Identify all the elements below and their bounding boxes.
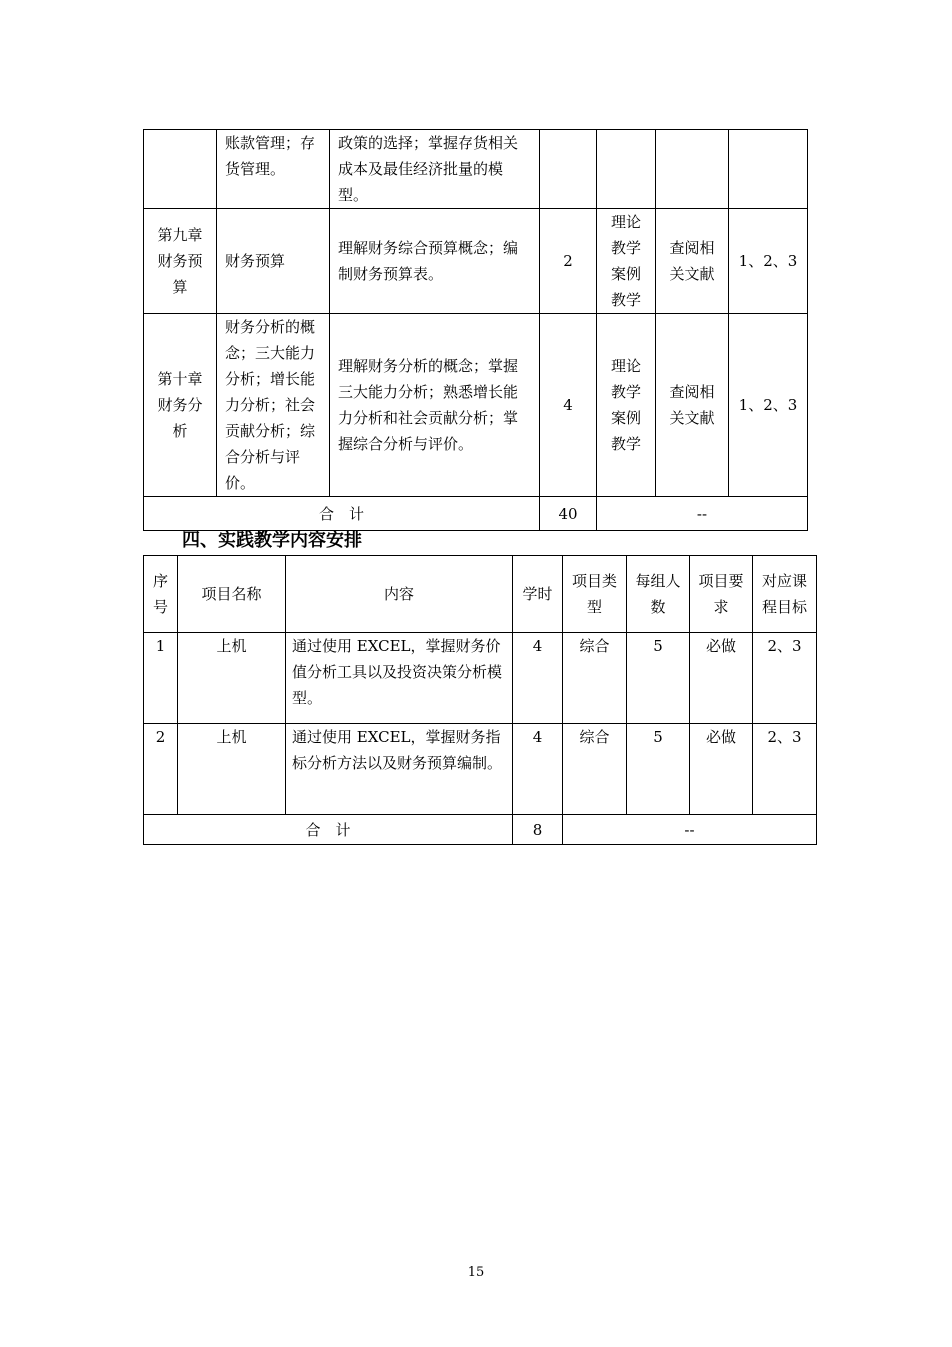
- homework-cell: 查阅相关文献: [656, 314, 729, 497]
- req-cell: 必做: [690, 724, 753, 815]
- table-row: [144, 314, 808, 497]
- no-cell: 1: [144, 633, 178, 724]
- group-cell: 5: [627, 633, 690, 724]
- header-req: 项目要求: [690, 556, 753, 633]
- hours-cell: 2: [540, 209, 597, 314]
- method-cell: 理论教学案例教学: [597, 314, 656, 497]
- table-row: [144, 130, 808, 209]
- hours-cell: 4: [540, 314, 597, 497]
- homework-cell: [656, 130, 729, 209]
- section-title: 四、实践教学内容安排: [182, 530, 362, 551]
- content-cell: 通过使用 EXCEL，掌握财务价值分析工具以及投资决策分析模型。: [286, 633, 513, 724]
- target-cell: [729, 130, 808, 209]
- chapter-cell: 第十章财务分析: [144, 314, 217, 497]
- total-hours: 8: [513, 815, 563, 845]
- header-type: 项目类型: [563, 556, 627, 633]
- header-name: 项目名称: [178, 556, 286, 633]
- name-cell: 上机: [178, 633, 286, 724]
- group-cell: 5: [627, 724, 690, 815]
- header-content: 内容: [286, 556, 513, 633]
- total-hours: 40: [540, 497, 597, 531]
- chapter-cell: [144, 130, 217, 209]
- total-row: [144, 497, 808, 531]
- table-row: [144, 724, 817, 815]
- hours-cell: 4: [513, 724, 563, 815]
- content-cell: 账款管理；存货管理。: [217, 130, 330, 209]
- header-no: 序号: [144, 556, 178, 633]
- table-row: [144, 633, 817, 724]
- header-group: 每组人数: [627, 556, 690, 633]
- requirement-cell: 政策的选择；掌握存货相关成本及最佳经济批量的模型。: [330, 130, 540, 209]
- hours-cell: [540, 130, 597, 209]
- target-cell: 2、3: [753, 633, 817, 724]
- total-label: 合 计: [144, 815, 513, 845]
- requirement-cell: 理解财务综合预算概念；编制财务预算表。: [330, 209, 540, 314]
- teaching-content-table: [143, 129, 808, 531]
- page-number: 15: [467, 1265, 485, 1280]
- content-cell: 通过使用 EXCEL，掌握财务指标分析方法以及财务预算编制。: [286, 724, 513, 815]
- header-row: [144, 556, 817, 633]
- type-cell: 综合: [563, 633, 627, 724]
- total-label: 合 计: [144, 497, 540, 531]
- total-rest: --: [597, 497, 808, 531]
- target-cell: 2、3: [753, 724, 817, 815]
- method-cell: 理论教学案例教学: [597, 209, 656, 314]
- name-cell: 上机: [178, 724, 286, 815]
- header-hours: 学时: [513, 556, 563, 633]
- target-cell: 1、2、3: [729, 314, 808, 497]
- practice-teaching-table: [143, 555, 817, 845]
- total-row: [144, 815, 817, 845]
- no-cell: 2: [144, 724, 178, 815]
- requirement-cell: 理解财务分析的概念；掌握三大能力分析；熟悉增长能力分析和社会贡献分析；掌握综合分析与评价。: [330, 314, 540, 497]
- chapter-cell: 第九章财务预算: [144, 209, 217, 314]
- target-cell: 1、2、3: [729, 209, 808, 314]
- type-cell: 综合: [563, 724, 627, 815]
- content-cell: 财务预算: [217, 209, 330, 314]
- method-cell: [597, 130, 656, 209]
- total-rest: --: [563, 815, 817, 845]
- homework-cell: 查阅相关文献: [656, 209, 729, 314]
- table-row: [144, 209, 808, 314]
- req-cell: 必做: [690, 633, 753, 724]
- hours-cell: 4: [513, 633, 563, 724]
- content-cell: 财务分析的概念；三大能力分析；增长能力分析；社会贡献分析；综合分析与评价。: [217, 314, 330, 497]
- header-target: 对应课程目标: [753, 556, 817, 633]
